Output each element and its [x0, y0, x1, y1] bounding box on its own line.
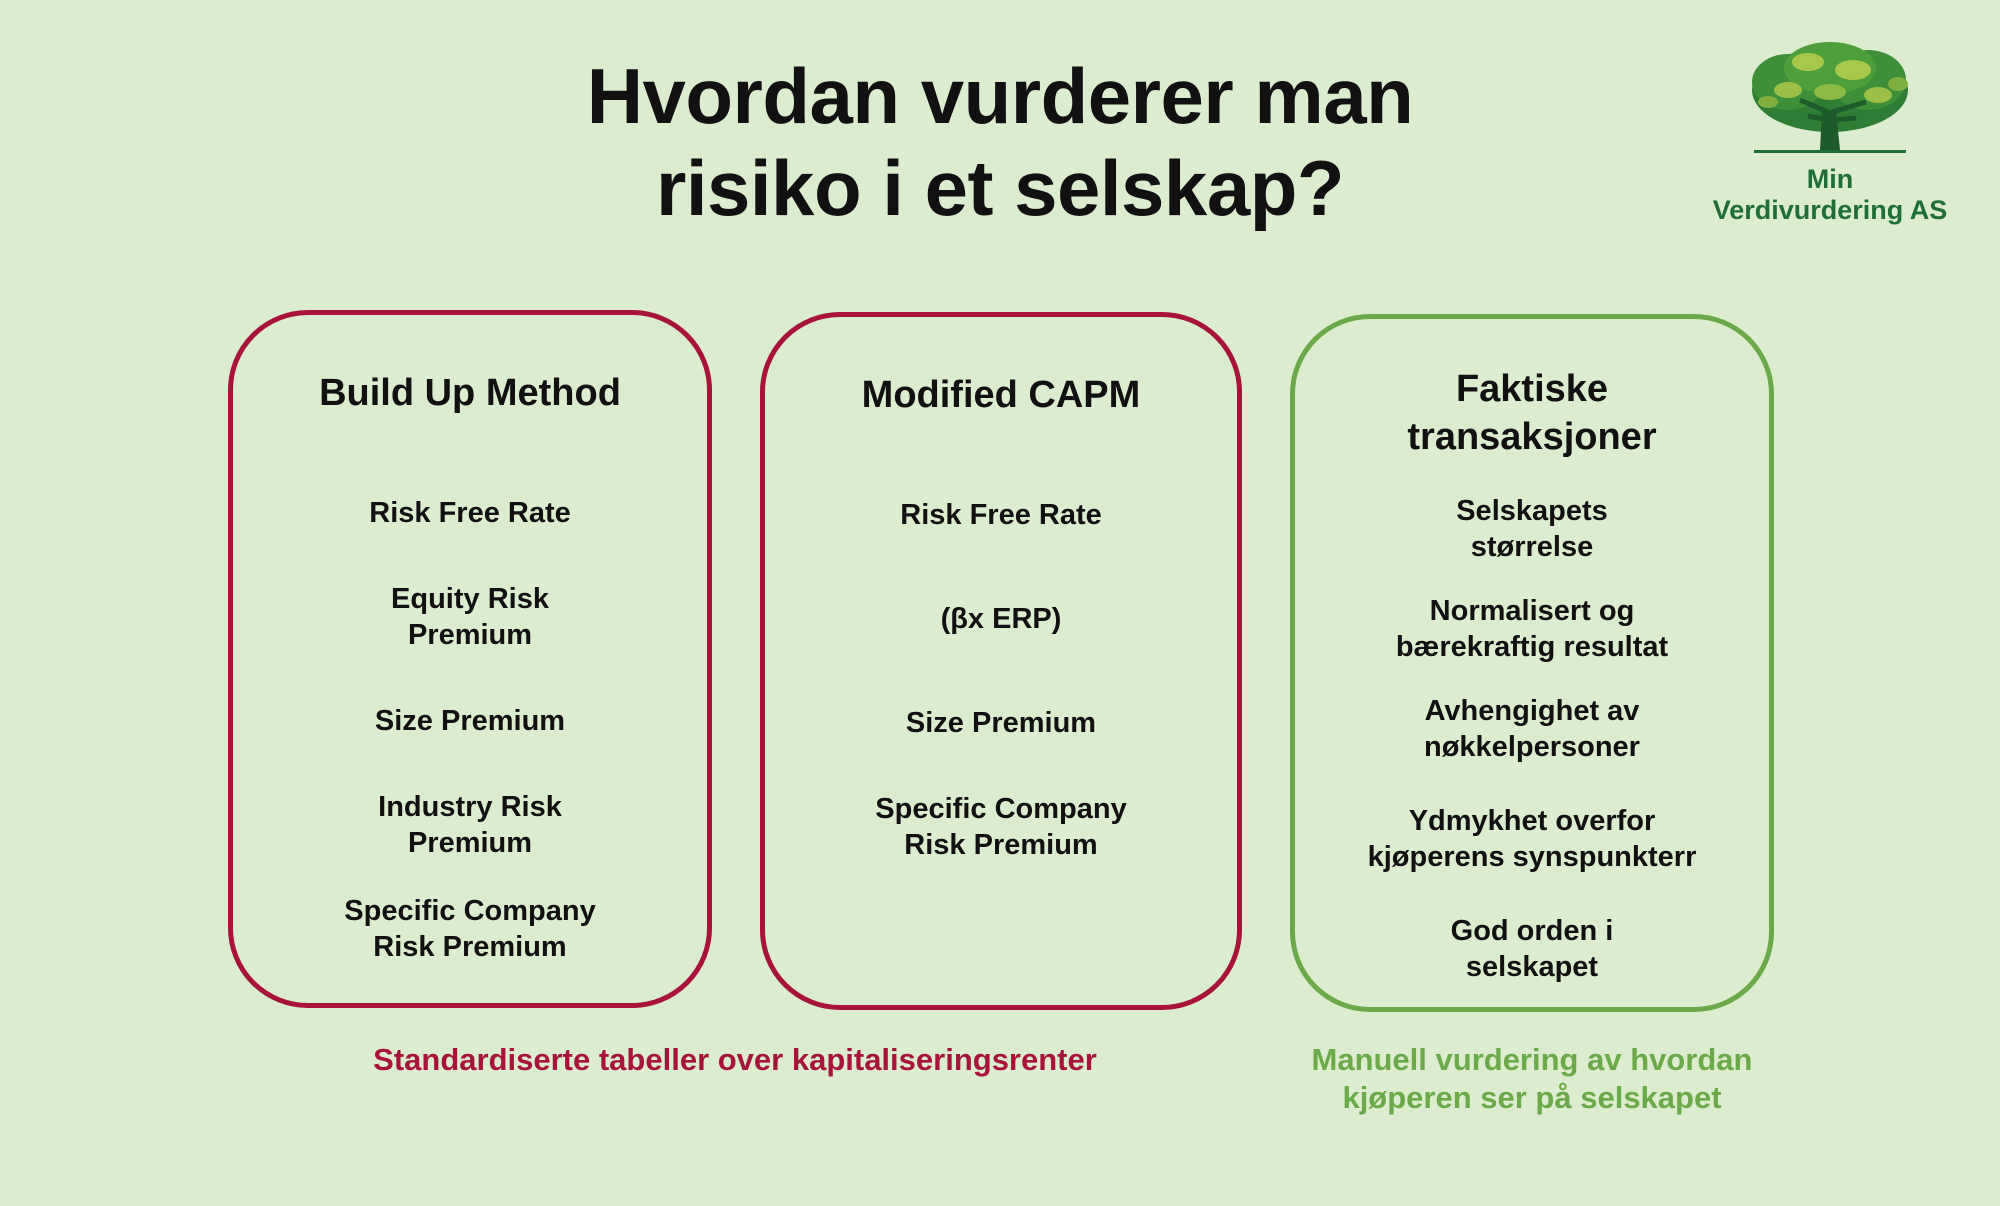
list-item: Size Premium [374, 705, 566, 737]
list-item: Normalisert og bærekraftig resultat [1395, 595, 1669, 663]
list-item: Ydmykhet overfor kjøperens synspunkterr [1367, 805, 1697, 873]
list-item: Size Premium [905, 707, 1097, 739]
card-title: Modified CAPM [861, 374, 1141, 416]
card-title: Faktiske transaksjoner [1407, 368, 1657, 458]
list-item: (βx ERP) [940, 603, 1062, 635]
title-line-2: risiko i et selskap? [655, 144, 1344, 232]
card-build-up-method [228, 310, 712, 1008]
logo-text [1700, 164, 1960, 226]
list-item: Selskapets størrelse [1456, 495, 1608, 563]
card-faktiske-transaksjoner [1290, 314, 1774, 1012]
caption-manual-assessment: Manuell vurdering av hvordan kjøperen ser på selskapet [1311, 1042, 1753, 1115]
tree-icon [1748, 40, 1912, 160]
list-item: Risk Free Rate [900, 499, 1102, 531]
page-title [400, 50, 1600, 234]
company-logo [1700, 40, 1960, 240]
list-item: Specific Company Risk Premium [875, 793, 1127, 861]
list-item: Specific Company Risk Premium [344, 895, 596, 963]
card-modified-capm [760, 312, 1242, 1010]
logo-line-1: Min [1806, 164, 1854, 194]
logo-line-2: Verdivurdering AS [1712, 195, 1948, 225]
list-item: Industry Risk Premium [378, 791, 562, 859]
card-title: Build Up Method [319, 372, 621, 414]
list-item: Avhengighet av nøkkelpersoner [1424, 695, 1640, 763]
list-item: Risk Free Rate [369, 497, 571, 529]
title-line-1: Hvordan vurderer man [586, 52, 1414, 140]
caption-standardized-tables: Standardiserte tabeller over kapitaliseringsrenter [373, 1042, 1097, 1077]
list-item: Equity Risk Premium [391, 583, 549, 651]
list-item: God orden i selskapet [1450, 915, 1614, 983]
